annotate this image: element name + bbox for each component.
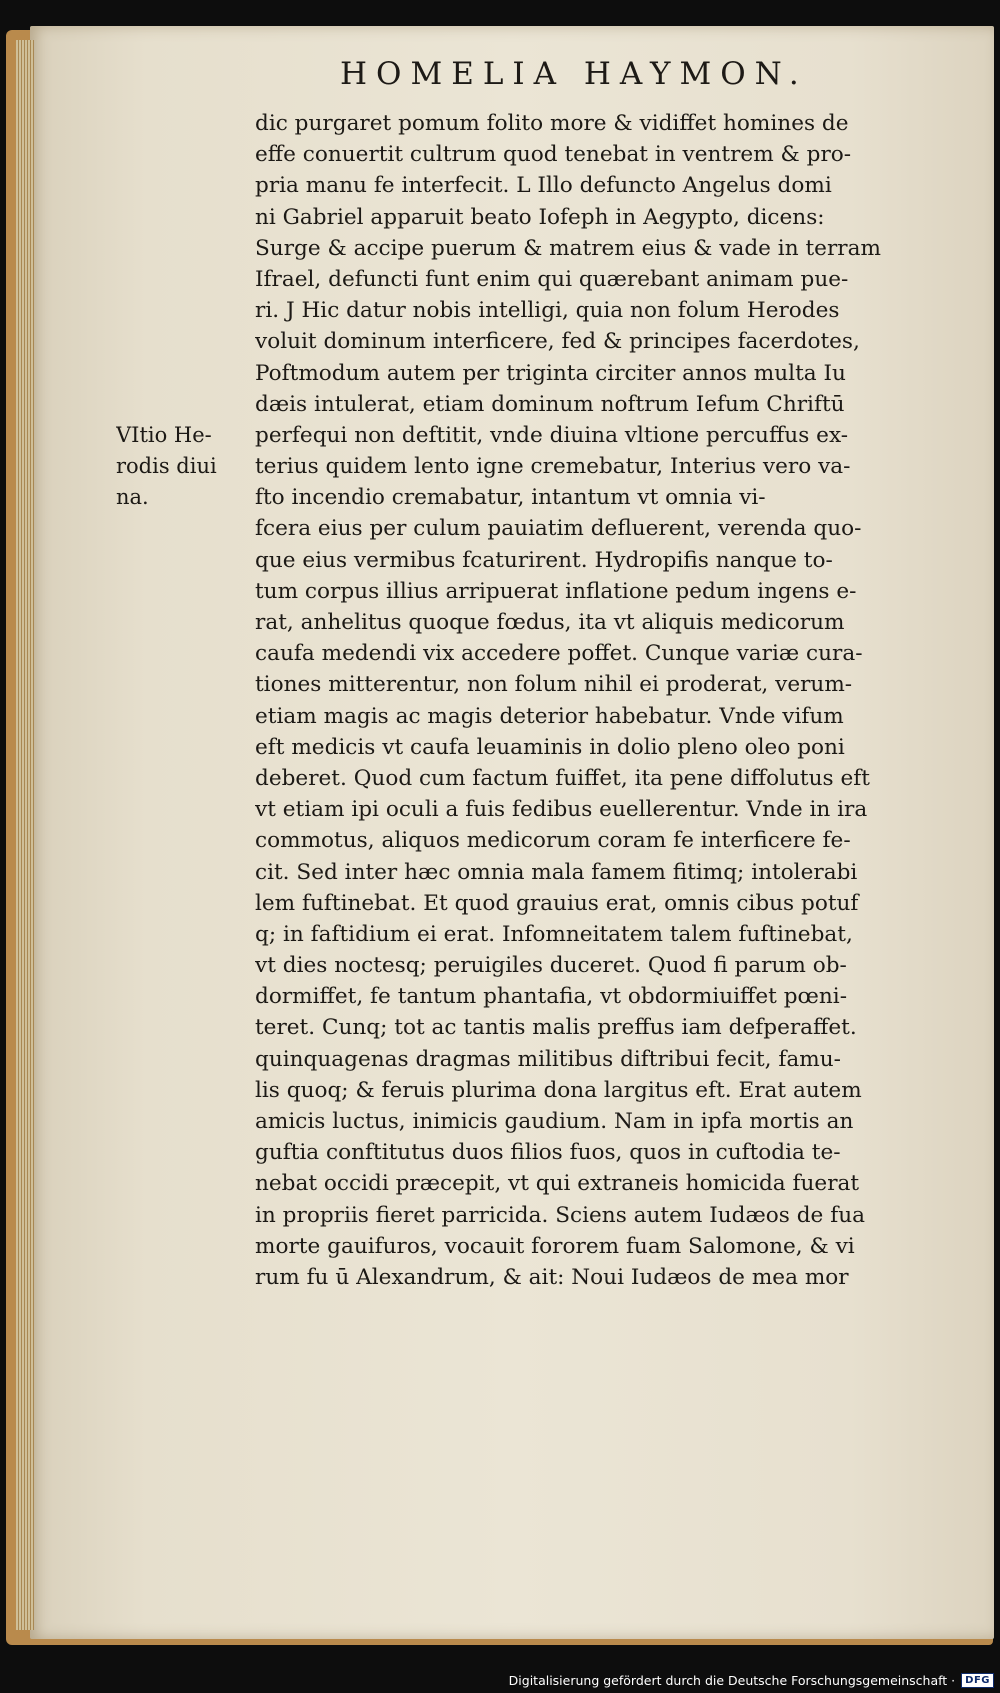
text-line: dormiffet, fe tantum phantafia, vt obdormiuiffet pœni- [255,984,847,1010]
text-line: ri. J Hic datur nobis intelligi, quia non folum Herodes [255,298,840,324]
text-line: effe conuertit cultrum quod tenebat in ventrem & pro- [255,142,852,168]
text-line: etiam magis ac magis deterior habebatur. Vnde vifum [255,703,844,729]
marginal-note-line: na. [116,485,149,510]
text-line: lem fuftinebat. Et quod grauius erat, omnis cibus potuf [255,890,859,916]
text-line: caufa medendi vix accedere poffet. Cunque variæ cura- [255,641,863,667]
body-text [255,108,943,1293]
text-line: q; in faftidium ei erat. Infomneitatem talem fuftinebat, [255,921,853,947]
text-line: pria manu fe interfecit. L Illo defuncto Angelus domi [255,173,832,199]
text-line: tiones mitterentur, non folum nihil ei proderat, verum- [255,672,853,698]
text-line: deberet. Quod cum factum fuiffet, ita pene diffolutus eft [255,765,870,791]
text-line: ni Gabriel apparuit beato Iofeph in Aegypto, dicens: [255,204,825,230]
page-stack-edges [16,40,34,1630]
text-line: rum fu ū Alexandrum, & ait: Noui Iudæos de mea mor [255,1264,849,1290]
digitization-credit [509,1669,994,1691]
text-line: Ifrael, defuncti funt enim qui quærebant animam pue- [255,266,849,292]
text-line: vt dies noctesq; peruigiles duceret. Quod fi parum ob- [255,953,847,979]
text-line: in propriis fieret parricida. Sciens autem Iudæos de fua [255,1202,865,1228]
text-line: eft medicis vt caufa leuaminis in dolio pleno oleo poni [255,734,845,760]
text-line: Poftmodum autem per triginta circiter annos multa Iu [255,360,846,386]
text-line: perfequi non deftitit, vnde diuina vltione percuffus ex- [255,422,849,448]
credit-text: Digitalisierung gefördert durch die Deutsche Forschungsgemeinschaft · [508,1672,956,1688]
text-line: nebat occidi præcepit, vt qui extraneis homicida fuerat [255,1171,860,1197]
text-line: Surge & accipe puerum & matrem eius & vade in terram [255,235,881,261]
text-line: dic purgaret pomum folito more & vidiffet homines de [255,111,849,136]
text-line: teret. Cunq; tot ac tantis malis preffus iam defperaffet. [255,1015,857,1041]
text-line: guftia conftitutus duos filios fuos, quos in cuftodia te- [255,1140,841,1166]
marginal-note [116,420,251,514]
running-header: HOMELIA HAYMON. [340,56,808,92]
text-line: commotus, aliquos medicorum coram fe interficere fe- [255,828,851,854]
text-line: dæis intulerat, etiam dominum noftrum Iefum Chriftū [255,391,845,417]
text-line: lis quoq; & feruis plurima dona largitus eft. Erat autem [255,1077,862,1103]
text-line: morte gauifuros, vocauit fororem fuam Salomone, & vi [255,1233,855,1259]
dfg-logo: DFG [961,1673,994,1688]
text-line: cit. Sed inter hæc omnia mala famem fitimq; intolerabi [255,859,858,885]
text-line: quinquagenas dragmas militibus diftribui fecit, famu- [255,1046,841,1072]
text-line: amicis luctus, inimicis gaudium. Nam in ipfa mortis an [255,1109,854,1134]
text-line: terius quidem lento igne cremebatur, Interius vero va- [255,454,851,480]
text-line: fcera eius per culum pauiatim defluerent, verenda quo- [255,516,862,542]
text-line: vt etiam ipi oculi a fuis fedibus euellerentur. Vnde in ira [255,797,868,823]
marginal-note-line: VItio He- [116,423,212,447]
text-line: voluit dominum interficere, fed & principes facerdotes, [255,329,860,355]
text-line: fto incendio cremabatur, intantum vt omnia vi- [255,485,766,511]
text-line: rat, anhelitus quoque fœdus, ita vt aliquis medicorum [255,610,845,635]
text-line: tum corpus illius arripuerat inflatione pedum ingens e- [255,578,857,604]
text-line: que eius vermibus fcaturirent. Hydropifis nanque to- [255,547,833,573]
marginal-note-line: rodis diui [116,454,217,479]
